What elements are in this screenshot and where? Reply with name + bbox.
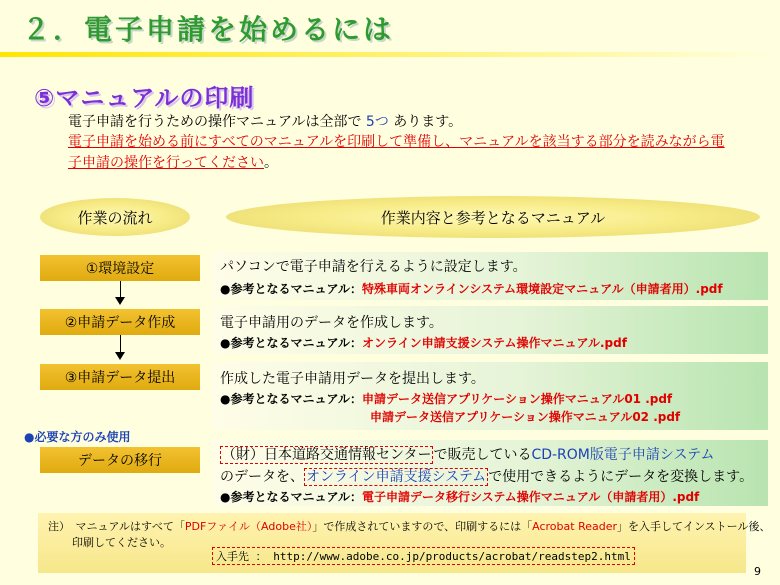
intro-instruction <box>68 132 728 174</box>
flow-arrow-line <box>120 281 121 298</box>
title-underline <box>0 52 780 57</box>
manual-link[interactable]: 電子申請データ移行システム操作マニュアル（申請者用）.pdf <box>362 490 700 504</box>
ref-label: ●参考となるマニュアル： <box>220 336 362 350</box>
manual-link[interactable]: オンライン申請支援システム操作マニュアル.pdf <box>362 336 627 350</box>
intro-instruction-end: 。 <box>264 155 278 171</box>
ref-label: ●参考となるマニュアル： <box>220 490 362 504</box>
page-number: 9 <box>754 565 761 578</box>
manual-link[interactable]: 特殊車両オンラインシステム環境設定マニュアル（申請者用）.pdf <box>362 282 723 296</box>
panel-main-text: 作成した電子申請用データを提出します。 <box>220 371 485 387</box>
intro-text-a: 電子申請を行うための操作マニュアルは全部で <box>68 114 362 130</box>
step-environment-setup: ①環境設定 <box>40 255 200 281</box>
panel-main-text-1 <box>220 444 715 464</box>
panel-manual-ref <box>220 488 699 505</box>
panel-manual-ref <box>220 280 723 297</box>
footer-text: 注） マニュアルはすべて「 <box>48 520 185 533</box>
panel-main-text: パソコンで電子申請を行えるように設定します。 <box>220 259 527 275</box>
footer-pdf: PDFファイル（Adobe社） <box>184 520 313 533</box>
intro-instruction-red: 電子申請を始める前にすべてのマニュアルを印刷して準備し、マニュアルを該当する部分を読みながら電子申請の操作を行ってください <box>68 134 725 171</box>
footer-text: 」を入手してインストール後、 <box>617 520 771 533</box>
manual-count: 5つ <box>365 114 389 130</box>
page-title: ２．電子申請を始めるには <box>22 13 395 46</box>
panel-main-text-2 <box>220 466 753 486</box>
header-work-content: 作業内容と参考となるマニュアル <box>226 196 760 238</box>
footer-note-line-2: 印刷してください。 <box>72 536 171 549</box>
jartic-name: （財）日本道路交通情報センター <box>222 447 432 463</box>
optional-note: ●必要な方のみ使用 <box>24 430 131 444</box>
panel-manual-ref-2 <box>370 408 680 425</box>
migration-text: で使用できるようにデータを変換します。 <box>488 469 754 485</box>
ref-label: ●参考となるマニュアル： <box>220 392 362 406</box>
cdrom-system-name: CD-ROM版電子申請システム <box>531 447 715 463</box>
flow-arrow-head <box>115 352 125 360</box>
footer-note-line-1 <box>48 518 770 534</box>
online-system-name: オンライン申請支援システム <box>306 469 487 485</box>
step-create-data: ②申請データ作成 <box>40 309 200 335</box>
flow-arrow-head <box>115 297 125 305</box>
ref-label: ●参考となるマニュアル： <box>220 282 362 296</box>
panel-manual-ref <box>220 390 672 407</box>
flow-arrow-line <box>120 335 121 353</box>
migration-text: のデータを、 <box>220 469 304 485</box>
footer-acrobat: Acrobat Reader <box>532 520 617 533</box>
section-subtitle: ⑤マニュアルの印刷 <box>34 84 255 112</box>
intro-line-1 <box>68 111 462 131</box>
migration-text: で販売している <box>433 447 532 463</box>
footer-text: 」で作成されていますので、印刷するには「 <box>312 520 533 533</box>
panel-manual-ref <box>220 334 627 351</box>
header-workflow: 作業の流れ <box>40 198 190 236</box>
panel-main-text: 電子申請用のデータを作成します。 <box>220 315 443 331</box>
intro-text-b: あります。 <box>393 114 463 130</box>
manual-link[interactable]: 申請データ送信アプリケーション操作マニュアル02 .pdf <box>370 410 681 424</box>
step-submit-data: ③申請データ提出 <box>40 364 200 390</box>
step-data-migration: データの移行 <box>40 447 200 473</box>
manual-link[interactable]: 申請データ送信アプリケーション操作マニュアル01 .pdf <box>362 392 673 406</box>
download-url-link[interactable]: 入手先 ： http://www.adobe.co.jp/products/acrobat/readstep2.html <box>212 547 635 565</box>
